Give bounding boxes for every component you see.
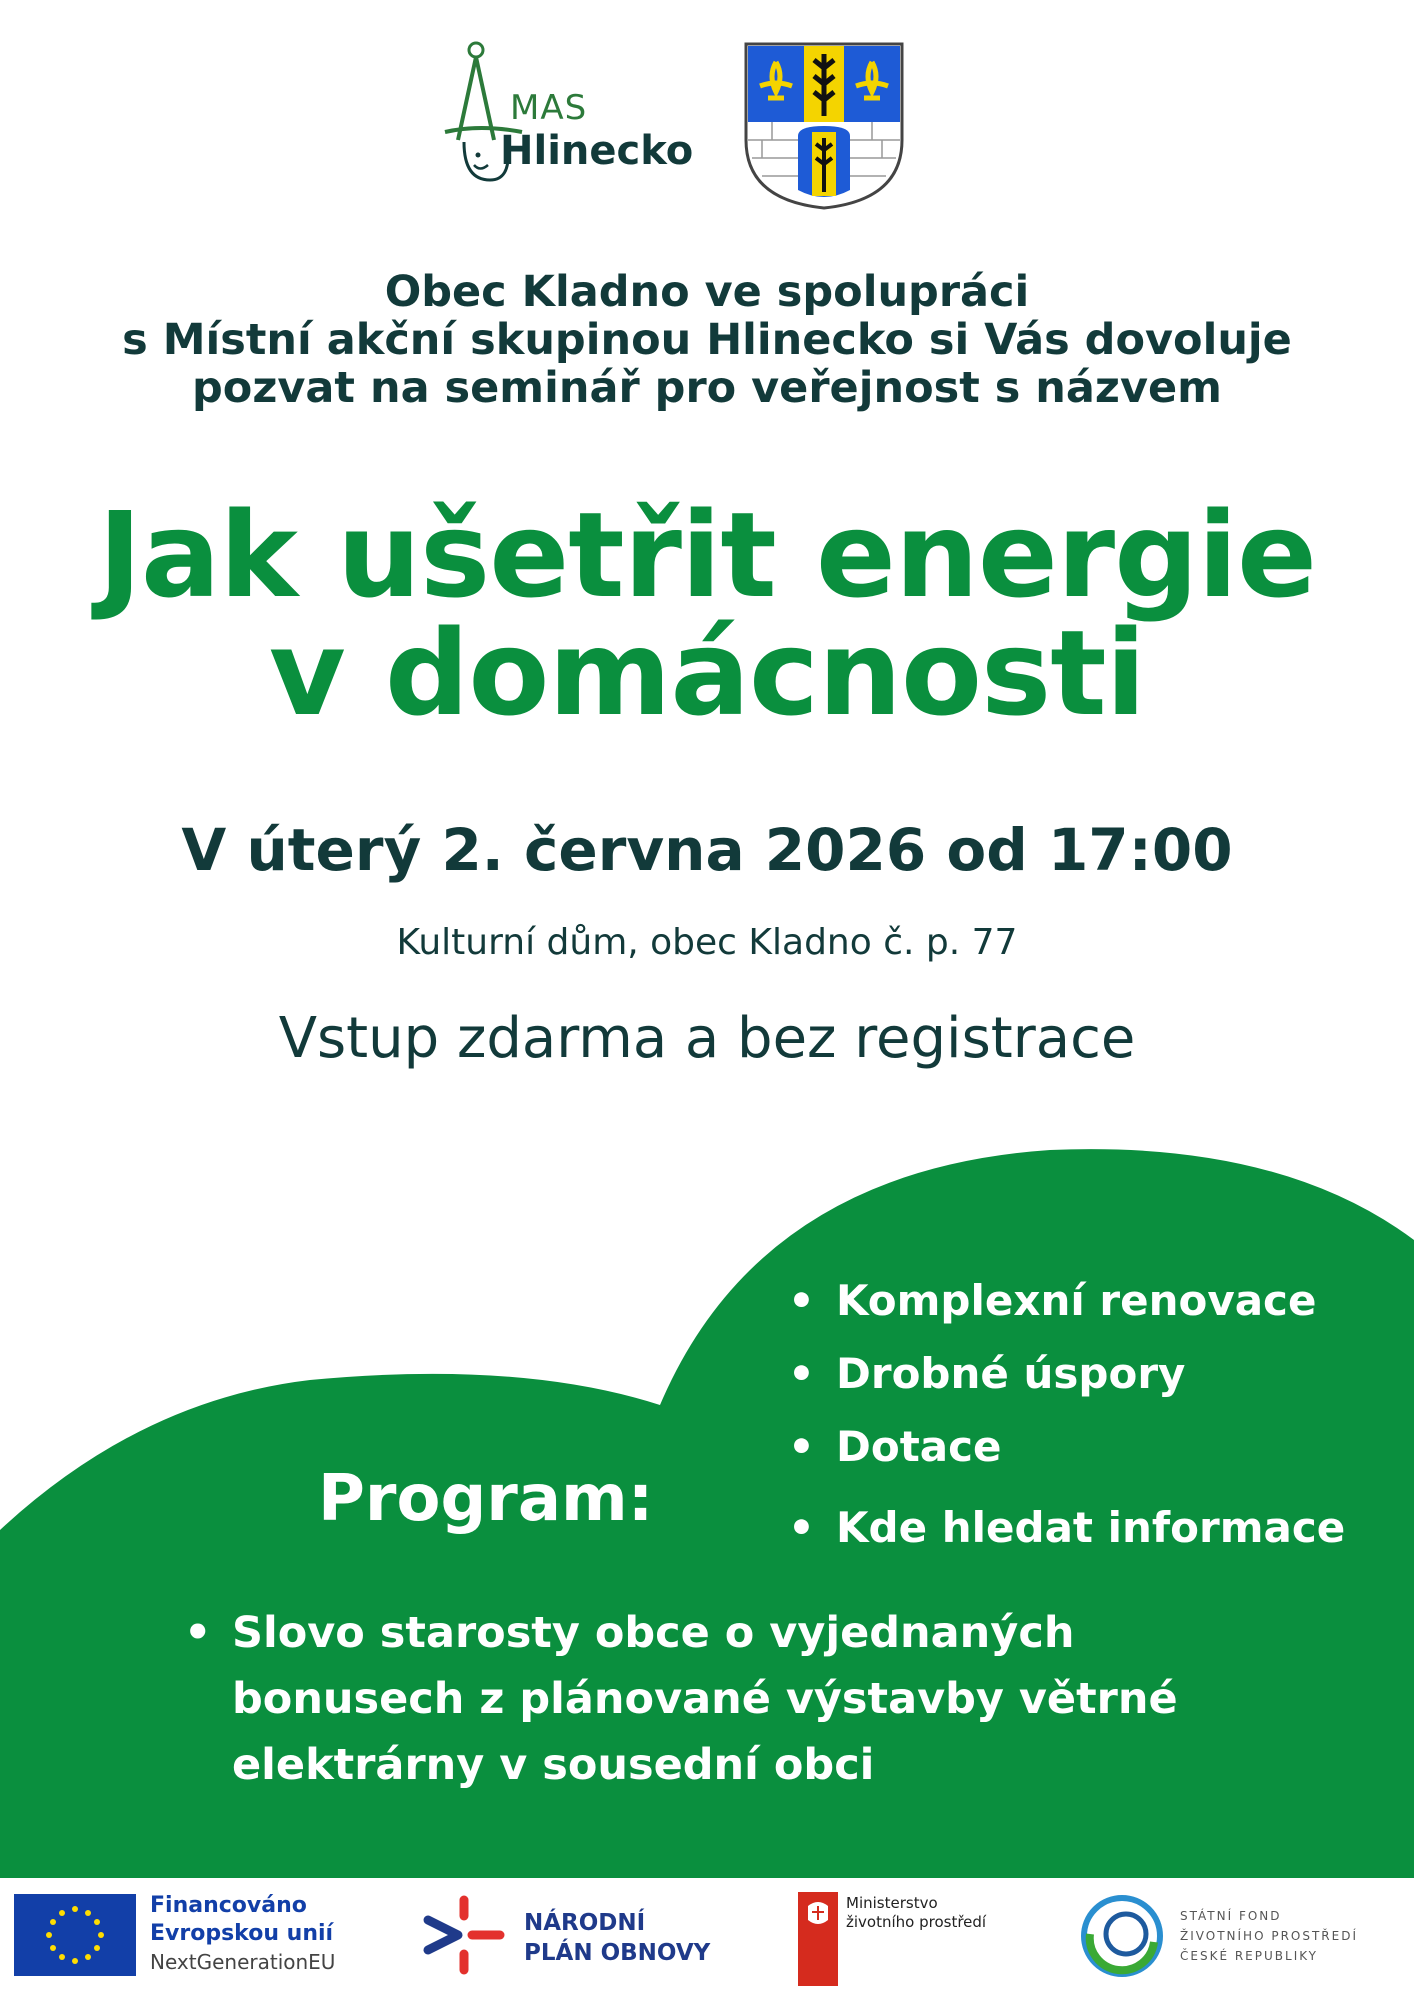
list-item: • Kde hledat informace (788, 1499, 1345, 1572)
mas-hlinecko-logo (440, 40, 700, 190)
sfzp-line-1: STÁTNÍ FOND (1180, 1909, 1282, 1923)
npo-line-2: PLÁN OBNOVY (524, 1940, 711, 1966)
kladno-coat-of-arms (742, 40, 906, 212)
sfzp-text (1180, 1906, 1358, 1966)
list-item: • Slovo starosty obce o vyjednaných bonusech z plánované výstavby větrné elektrárny v sousední obci (184, 1600, 1314, 1798)
sfzp-line-2: ŽIVOTNÍHO PROSTŘEDÍ (1180, 1929, 1358, 1943)
program-heading: Program: (318, 1462, 654, 1536)
eu-flag-icon (14, 1894, 136, 1976)
mas-logo-text: MAS (510, 88, 588, 128)
footer-logos (0, 1878, 1414, 2000)
mzp-text (846, 1894, 986, 1932)
invitation-line-1: Obec Kladno ve spolupráci (384, 267, 1030, 317)
mzp-lion-icon (798, 1892, 838, 1986)
seminar-title (0, 486, 1414, 742)
eu-funding-text (150, 1892, 335, 1976)
event-venue: Kulturní dům, obec Kladno č. p. 77 (396, 922, 1018, 963)
eu-line-2: Evropskou unií (150, 1921, 334, 1946)
list-item: • Komplexní renovace (788, 1272, 1345, 1345)
invitation-text (0, 268, 1414, 412)
npo-line-1: NÁRODNÍ (524, 1910, 646, 1936)
sfzp-logo-icon (1080, 1894, 1164, 1978)
npo-text (524, 1908, 710, 1968)
sfzp-line-3: ČESKÉ REPUBLIKY (1180, 1949, 1319, 1963)
list-item: • Drobné úspory (788, 1345, 1345, 1418)
title-line-2: v domácnosti (268, 604, 1146, 742)
program-topics-list (788, 1272, 1345, 1572)
eu-line-3: NextGenerationEU (150, 1950, 336, 1974)
list-item: • Dotace (788, 1418, 1345, 1491)
mzp-line-2: životního prostředí (846, 1913, 987, 1931)
mas-logo-name: Hlinecko (500, 128, 694, 174)
invitation-line-3: pozvat na seminář pro veřejnost s názvem (192, 363, 1222, 413)
mzp-line-1: Ministerstvo (846, 1894, 938, 1912)
program-items-list (184, 1600, 1314, 1798)
event-entry-note: Vstup zdarma a bez registrace (278, 1006, 1136, 1071)
invitation-line-2: s Místní akční skupinou Hlinecko si Vás dovoluje (122, 315, 1292, 365)
title-line-1: Jak ušetřit energie (97, 486, 1317, 624)
event-datetime: V úterý 2. června 2026 od 17:00 (181, 816, 1233, 884)
narodni-plan-obnovy-icon (418, 1892, 508, 1978)
eu-line-1: Financováno (150, 1893, 307, 1918)
